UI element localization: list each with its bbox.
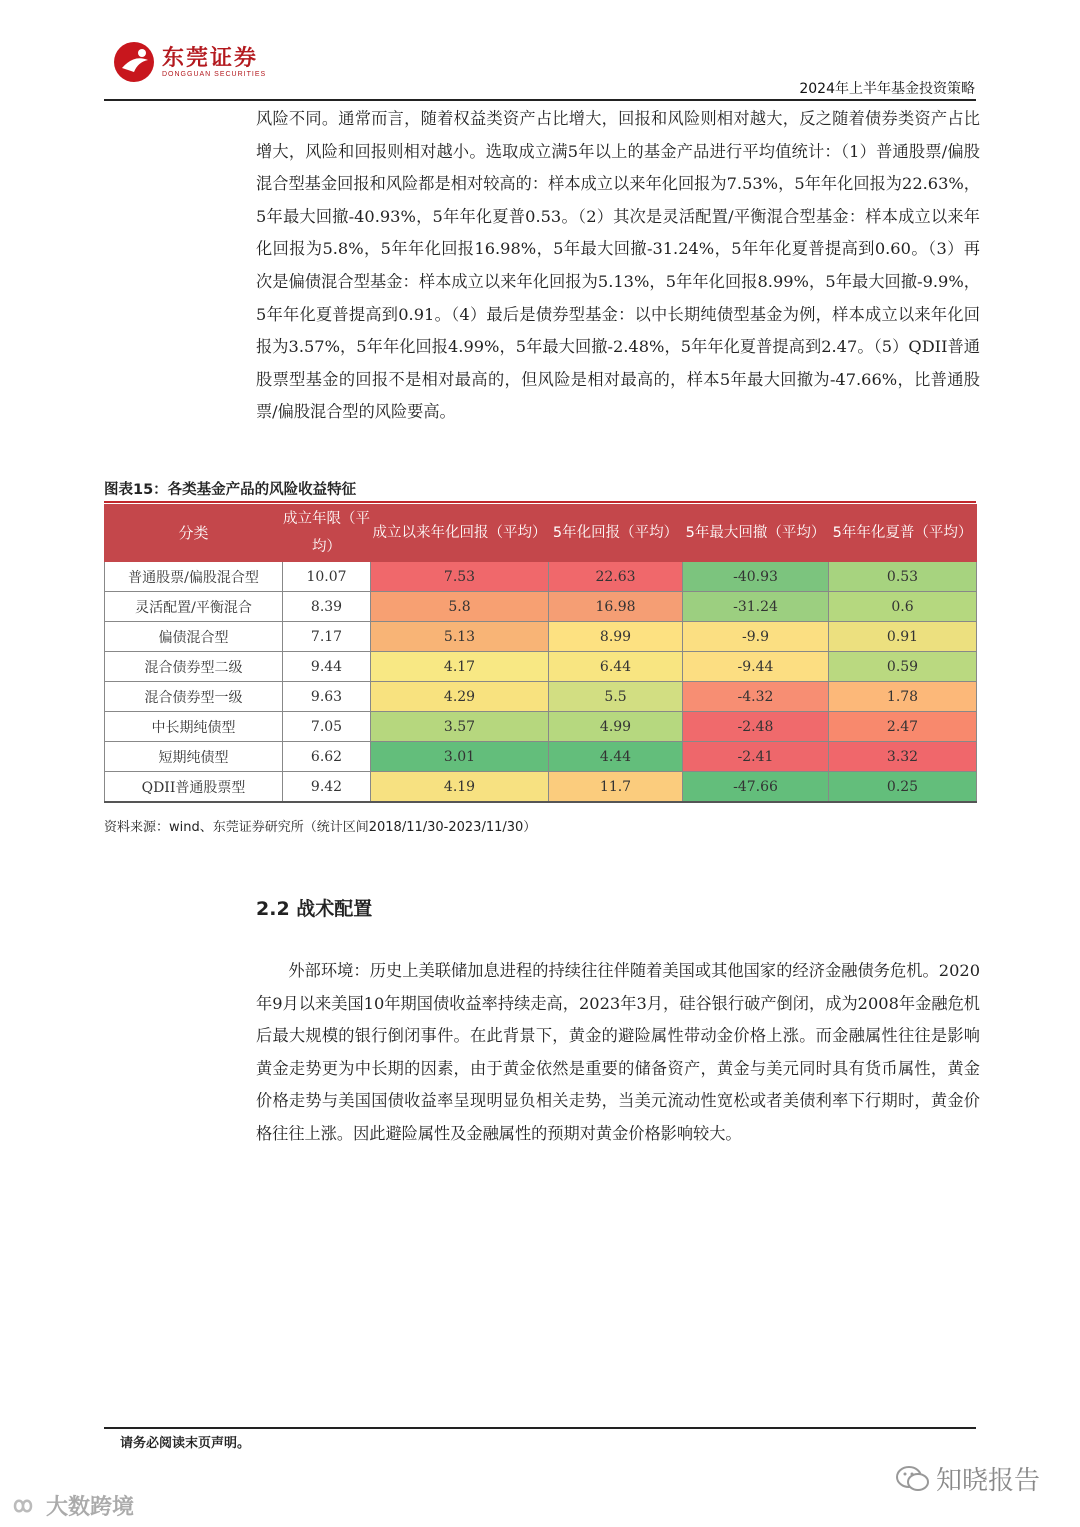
cell-category: 混合债券型一级 <box>105 682 283 712</box>
cell-years: 7.17 <box>283 622 371 652</box>
cell-5y-return: 16.98 <box>549 592 683 622</box>
cell-category: 混合债券型二级 <box>105 652 283 682</box>
cell-years: 8.39 <box>283 592 371 622</box>
figure-source: 资料来源：wind、东莞证券研究所（统计区间2018/11/30-2023/11/30） <box>104 820 537 835</box>
cell-5y-drawdown: -9.44 <box>683 652 829 682</box>
figure-title: 图表15：各类基金产品的风险收益特征 <box>104 482 357 498</box>
cell-annual-return: 5.8 <box>371 592 549 622</box>
cell-category: 中长期纯债型 <box>105 712 283 742</box>
cell-5y-sharpe: 0.53 <box>829 562 977 592</box>
cell-5y-return: 8.99 <box>549 622 683 652</box>
table-row <box>105 742 977 772</box>
brand-name-en: DONGGUAN SECURITIES <box>162 70 267 78</box>
cell-5y-drawdown: -40.93 <box>683 562 829 592</box>
cell-years: 9.63 <box>283 682 371 712</box>
cell-annual-return: 3.57 <box>371 712 549 742</box>
cell-5y-return: 6.44 <box>549 652 683 682</box>
logo-emblem-icon <box>112 40 156 84</box>
table-row <box>105 712 977 742</box>
footer-disclaimer: 请务必阅读末页声明。 <box>120 1436 251 1451</box>
watermark-left <box>6 1490 134 1521</box>
cell-annual-return: 5.13 <box>371 622 549 652</box>
report-title: 2024年上半年基金投资策略 <box>799 81 975 97</box>
risk-return-table <box>104 504 977 803</box>
cell-5y-return: 4.44 <box>549 742 683 772</box>
cell-5y-return: 4.99 <box>549 712 683 742</box>
cell-5y-return: 5.5 <box>549 682 683 712</box>
cell-5y-drawdown: -31.24 <box>683 592 829 622</box>
watermark-right-text: 知晓报告 <box>935 1466 1040 1496</box>
table-row <box>105 622 977 652</box>
cell-5y-sharpe: 0.91 <box>829 622 977 652</box>
header-divider <box>104 99 976 101</box>
infinity-logo-icon <box>6 1495 40 1517</box>
cell-category: 短期纯债型 <box>105 742 283 772</box>
table-row <box>105 772 977 803</box>
watermark-right <box>896 1460 1040 1497</box>
cell-annual-return: 7.53 <box>371 562 549 592</box>
header-5y-return: 5年化回报（平均） <box>549 505 683 562</box>
company-logo <box>112 40 266 84</box>
cell-5y-drawdown: -9.9 <box>683 622 829 652</box>
table-row <box>105 562 977 592</box>
cell-category: 偏债混合型 <box>105 622 283 652</box>
table-header-row <box>105 505 977 562</box>
table-row <box>105 592 977 622</box>
cell-years: 6.62 <box>283 742 371 772</box>
cell-years: 9.44 <box>283 652 371 682</box>
cell-years: 7.05 <box>283 712 371 742</box>
body-paragraph-2: 外部环境：历史上美联储加息进程的持续往往伴随着美国或其他国家的经济金融债务危机。2020年9月以来美国10年期国债收益率持续走高，2023年3月，硅谷银行破产倒闭，成为2008年金融危机后最大规模的银行倒闭事件。在此背景下，黄金的避险属性带动金价格上涨。而金融属性往往是影响黄金走势更为中长期的因素，由于黄金依然是重要的储备资产，黄金与美元同时具有货币属性，黄金价格走势与美国国债收益率呈现明显负相关走势，当美元流动性宽松或者美债利率下行期时，黄金价格往往上涨。因此避险属性及金融属性的预期对黄金价格影响较大。 <box>256 961 980 1143</box>
cell-category: 普通股票/偏股混合型 <box>105 562 283 592</box>
cell-5y-sharpe: 0.6 <box>829 592 977 622</box>
cell-annual-return: 4.17 <box>371 652 549 682</box>
table-row <box>105 652 977 682</box>
cell-5y-drawdown: -2.41 <box>683 742 829 772</box>
cell-annual-return: 3.01 <box>371 742 549 772</box>
cell-category: QDII普通股票型 <box>105 772 283 803</box>
cell-annual-return: 4.29 <box>371 682 549 712</box>
cell-5y-sharpe: 2.47 <box>829 712 977 742</box>
table-row <box>105 682 977 712</box>
cell-annual-return: 4.19 <box>371 772 549 803</box>
footer-divider <box>104 1427 976 1429</box>
cell-5y-drawdown: -2.48 <box>683 712 829 742</box>
header-5y-drawdown: 5年最大回撤（平均） <box>683 505 829 562</box>
header-years: 成立年限（平均） <box>283 505 371 562</box>
cell-years: 10.07 <box>283 562 371 592</box>
cell-5y-return: 11.7 <box>549 772 683 803</box>
cell-5y-sharpe: 3.32 <box>829 742 977 772</box>
watermark-left-text: 大数跨境 <box>46 1495 135 1520</box>
cell-5y-drawdown: -47.66 <box>683 772 829 803</box>
header-annual-return: 成立以来年化回报（平均） <box>371 505 549 562</box>
cell-5y-sharpe: 0.25 <box>829 772 977 803</box>
cell-category: 灵活配置/平衡混合 <box>105 592 283 622</box>
cell-years: 9.42 <box>283 772 371 803</box>
header-5y-sharpe: 5年年化夏普（平均） <box>829 505 977 562</box>
cell-5y-sharpe: 1.78 <box>829 682 977 712</box>
wechat-icon <box>896 1465 930 1493</box>
header-category: 分类 <box>105 505 283 562</box>
brand-name-cn: 东莞证券 <box>162 45 259 71</box>
cell-5y-sharpe: 0.59 <box>829 652 977 682</box>
cell-5y-return: 22.63 <box>549 562 683 592</box>
cell-5y-drawdown: -4.32 <box>683 682 829 712</box>
figure-top-rule <box>104 501 976 503</box>
body-paragraph-1: 风险不同。通常而言，随着权益类资产占比增大，回报和风险则相对越大，反之随着债券类资产占比增大，风险和回报则相对越小。选取成立满5年以上的基金产品进行平均值统计：（1）普通股票/偏股混合型基金回报和风险都是相对较高的：样本成立以来年化回报为7.53%，5年年化回报为22.63%，5年最大回撤-40.93%，5年年化夏普0.53。（2）其次是灵活配置/平衡混合型基金：样本成立以来年化回报为5.8%，5年年化回报16.98%，5年最大回撤-31.24%，5年年化夏普提高到0.60。（3）再次是偏债混合型基金：样本成立以来年化回报为5.13%，5年年化回报8.99%，5年最大回撤-9.9%，5年年化夏普提高到0.91。（4）最后是债券型基金：以中长期纯债型基金为例，样本成立以来年化回报为3.57%，5年年化回报4.99%，5年最大回撤-2.48%，5年年化夏普提高到2.47。（5）QDII普通股票型基金的回报不是相对最高的，但风险是相对最高的，样本5年最大回撤为-47.66%，比普通股票/偏股混合型的风险要高。 <box>256 109 980 422</box>
section-title: 2.2 战术配置 <box>256 898 373 920</box>
